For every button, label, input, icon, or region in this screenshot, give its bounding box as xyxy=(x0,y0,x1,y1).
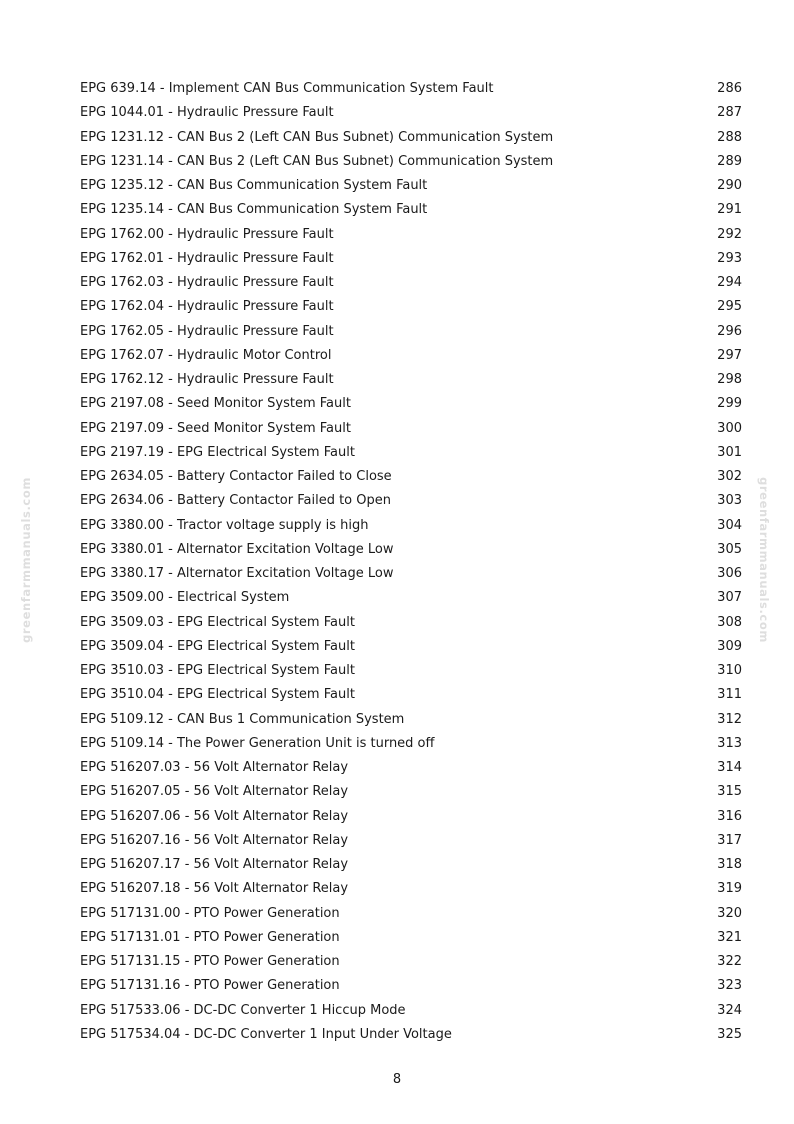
toc-entry-page[interactable]: 286 xyxy=(717,81,742,96)
toc-entry[interactable] xyxy=(80,344,742,368)
toc-entry[interactable] xyxy=(80,708,742,732)
toc-entry[interactable] xyxy=(80,538,742,562)
toc-entry-page[interactable]: 291 xyxy=(717,202,742,218)
toc-entry[interactable] xyxy=(80,392,742,416)
toc-entry-title[interactable]: EPG 516207.06 - 56 Volt Alternator Relay xyxy=(80,808,349,824)
toc-entry[interactable] xyxy=(80,999,742,1023)
toc-entry-title[interactable]: EPG 1235.12 - CAN Bus Communication System Fault xyxy=(80,178,428,193)
toc-entry-title[interactable]: EPG 516207.03 - 56 Volt Alternator Relay xyxy=(80,760,349,775)
page-number: 8 xyxy=(392,1072,402,1087)
toc-entry-title[interactable]: EPG 2634.05 - Battery Contactor Failed to Close xyxy=(80,469,392,484)
toc-entry-title[interactable]: EPG 517131.16 - PTO Power Generation xyxy=(80,978,340,994)
toc-entry[interactable] xyxy=(80,635,742,659)
toc-entry-page[interactable]: 295 xyxy=(717,299,742,315)
toc-entry[interactable] xyxy=(80,562,742,586)
toc-entry-title[interactable]: EPG 3380.17 - Alternator Excitation Voltage Low xyxy=(80,566,394,581)
toc-entry[interactable] xyxy=(80,611,742,635)
toc-entry-page[interactable]: 288 xyxy=(717,129,742,145)
toc-entry-page[interactable]: 314 xyxy=(717,760,742,775)
toc-entry-page[interactable]: 325 xyxy=(717,1026,742,1042)
toc-entry-page[interactable]: 318 xyxy=(717,857,742,872)
toc-entry[interactable] xyxy=(80,320,742,344)
toc-entry-page[interactable]: 319 xyxy=(717,881,742,897)
toc-entry[interactable] xyxy=(80,465,742,489)
toc-entry-page[interactable]: 290 xyxy=(717,178,742,193)
toc-entry-page[interactable]: 296 xyxy=(717,323,742,339)
toc-entry[interactable] xyxy=(80,586,742,610)
toc-entry-title[interactable]: EPG 1231.12 - CAN Bus 2 (Left CAN Bus Subnet) Communication System xyxy=(80,129,554,145)
toc-entry-page[interactable]: 300 xyxy=(717,420,742,436)
toc-entry-page[interactable]: 289 xyxy=(717,153,742,169)
toc-entry-title[interactable]: EPG 516207.05 - 56 Volt Alternator Relay xyxy=(80,784,349,800)
toc-entry-page[interactable]: 322 xyxy=(717,954,742,969)
toc-entry-page[interactable]: 294 xyxy=(717,275,742,290)
toc-entry-title[interactable]: EPG 1231.14 - CAN Bus 2 (Left CAN Bus Subnet) Communication System xyxy=(80,153,554,169)
toc-entry-title[interactable]: EPG 3510.04 - EPG Electrical System Fault xyxy=(80,687,355,703)
toc-entry-page[interactable]: 320 xyxy=(717,905,742,921)
toc-entry-title[interactable]: EPG 516207.17 - 56 Volt Alternator Relay xyxy=(80,857,349,872)
toc-entry-page[interactable]: 302 xyxy=(717,469,742,484)
toc-entry-page[interactable]: 304 xyxy=(717,517,742,533)
toc-entry[interactable] xyxy=(80,174,742,198)
watermark-right: greenfarmmanuals.com xyxy=(757,477,771,643)
toc-entry[interactable] xyxy=(80,368,742,392)
toc-entry-page[interactable]: 299 xyxy=(717,396,742,412)
toc-entry-title[interactable]: EPG 1762.05 - Hydraulic Pressure Fault xyxy=(80,323,334,339)
toc-entry[interactable] xyxy=(80,805,742,829)
toc-entry[interactable] xyxy=(80,780,742,804)
toc-entry[interactable] xyxy=(80,829,742,853)
toc-entry[interactable] xyxy=(80,950,742,974)
toc-entry[interactable] xyxy=(80,150,742,174)
toc-entry[interactable] xyxy=(80,489,742,513)
toc-entry-title[interactable]: EPG 5109.14 - The Power Generation Unit is turned off xyxy=(80,735,435,751)
toc-entry-title[interactable]: EPG 1235.14 - CAN Bus Communication System Fault xyxy=(80,202,428,218)
toc-entry-page[interactable]: 317 xyxy=(717,832,742,848)
toc-entry-page[interactable]: 298 xyxy=(717,372,742,387)
toc-entry-page[interactable]: 313 xyxy=(717,735,742,751)
toc-entry[interactable] xyxy=(80,417,742,441)
toc-entry-title[interactable]: EPG 2197.09 - Seed Monitor System Fault xyxy=(80,420,351,436)
toc-entry[interactable] xyxy=(80,126,742,150)
toc-entry-page[interactable]: 308 xyxy=(717,614,742,630)
toc-entry-page[interactable]: 312 xyxy=(717,711,742,727)
toc-entry-title[interactable]: EPG 3380.00 - Tractor voltage supply is high xyxy=(80,517,369,533)
toc-entry[interactable] xyxy=(80,514,742,538)
toc-entry-page[interactable]: 310 xyxy=(717,663,742,678)
toc-entry-page[interactable]: 306 xyxy=(717,566,742,581)
toc-entry-title[interactable]: EPG 3380.01 - Alternator Excitation Voltage Low xyxy=(80,541,394,557)
toc-entry-title[interactable]: EPG 1762.03 - Hydraulic Pressure Fault xyxy=(80,275,334,290)
toc-entry[interactable] xyxy=(80,77,742,101)
toc-entry-title[interactable]: EPG 3509.03 - EPG Electrical System Fault xyxy=(80,614,355,630)
toc-entry[interactable] xyxy=(80,974,742,998)
toc-entry-page[interactable]: 303 xyxy=(717,493,742,509)
toc-entry-page[interactable]: 292 xyxy=(717,226,742,242)
watermark-left: greenfarmmanuals.com xyxy=(19,477,33,643)
toc-entry-title[interactable]: EPG 517533.06 - DC-DC Converter 1 Hiccup Mode xyxy=(80,1002,406,1018)
toc-entry-title[interactable]: EPG 1762.07 - Hydraulic Motor Control xyxy=(80,347,332,363)
toc-entry-title[interactable]: EPG 517131.00 - PTO Power Generation xyxy=(80,905,340,921)
toc-entry-title[interactable]: EPG 5109.12 - CAN Bus 1 Communication System xyxy=(80,711,405,727)
toc-entry-page[interactable]: 287 xyxy=(717,105,742,121)
toc-entry[interactable] xyxy=(80,271,742,295)
toc-entry-page[interactable]: 293 xyxy=(717,250,742,266)
toc-entry-title[interactable]: EPG 1762.12 - Hydraulic Pressure Fault xyxy=(80,372,334,387)
toc-entry[interactable] xyxy=(80,853,742,877)
toc-entry-title[interactable]: EPG 3509.00 - Electrical System xyxy=(80,590,290,606)
toc-entry-title[interactable]: EPG 516207.18 - 56 Volt Alternator Relay xyxy=(80,881,349,897)
toc-entry-page[interactable]: 305 xyxy=(717,541,742,557)
toc-entry-page[interactable]: 311 xyxy=(717,687,742,703)
toc-entry-title[interactable]: EPG 639.14 - Implement CAN Bus Communication System Fault xyxy=(80,81,494,96)
toc-entry-title[interactable]: EPG 3510.03 - EPG Electrical System Fault xyxy=(80,663,355,678)
toc-entry-title[interactable]: EPG 1044.01 - Hydraulic Pressure Fault xyxy=(80,105,334,121)
toc-entry-title[interactable]: EPG 2197.08 - Seed Monitor System Fault xyxy=(80,396,351,412)
toc-entry[interactable] xyxy=(80,247,742,271)
toc-entry[interactable] xyxy=(80,877,742,901)
toc-entry[interactable] xyxy=(80,732,742,756)
toc-entry[interactable] xyxy=(80,902,742,926)
toc-entry-page[interactable]: 309 xyxy=(717,638,742,654)
table-of-contents xyxy=(80,77,742,1047)
toc-entry-title[interactable]: EPG 517131.01 - PTO Power Generation xyxy=(80,929,340,945)
toc-entry[interactable] xyxy=(80,441,742,465)
toc-entry-page[interactable]: 297 xyxy=(717,347,742,363)
toc-entry[interactable] xyxy=(80,223,742,247)
toc-entry-title[interactable]: EPG 517131.15 - PTO Power Generation xyxy=(80,954,340,969)
toc-entry-title[interactable]: EPG 3509.04 - EPG Electrical System Fault xyxy=(80,638,355,654)
toc-entry-page[interactable]: 307 xyxy=(717,590,742,606)
toc-entry[interactable] xyxy=(80,683,742,707)
toc-entry[interactable] xyxy=(80,198,742,222)
toc-entry-page[interactable]: 301 xyxy=(717,444,742,460)
toc-entry-title[interactable]: EPG 2634.06 - Battery Contactor Failed to Open xyxy=(80,493,391,509)
toc-entry-title[interactable]: EPG 516207.16 - 56 Volt Alternator Relay xyxy=(80,832,349,848)
toc-entry-page[interactable]: 316 xyxy=(717,808,742,824)
toc-entry-title[interactable]: EPG 517534.04 - DC-DC Converter 1 Input Under Voltage xyxy=(80,1026,452,1042)
toc-entry[interactable] xyxy=(80,101,742,125)
toc-entry[interactable] xyxy=(80,756,742,780)
toc-entry-page[interactable]: 324 xyxy=(717,1002,742,1018)
toc-entry[interactable] xyxy=(80,295,742,319)
toc-entry[interactable] xyxy=(80,926,742,950)
toc-entry[interactable] xyxy=(80,659,742,683)
toc-entry-title[interactable]: EPG 1762.04 - Hydraulic Pressure Fault xyxy=(80,299,334,315)
toc-entry[interactable] xyxy=(80,1023,742,1047)
toc-entry-title[interactable]: EPG 1762.00 - Hydraulic Pressure Fault xyxy=(80,226,334,242)
toc-entry-page[interactable]: 323 xyxy=(717,978,742,994)
toc-entry-page[interactable]: 321 xyxy=(717,929,742,945)
toc-entry-title[interactable]: EPG 2197.19 - EPG Electrical System Fault xyxy=(80,444,355,460)
toc-entry-title[interactable]: EPG 1762.01 - Hydraulic Pressure Fault xyxy=(80,250,334,266)
toc-entry-page[interactable]: 315 xyxy=(717,784,742,800)
